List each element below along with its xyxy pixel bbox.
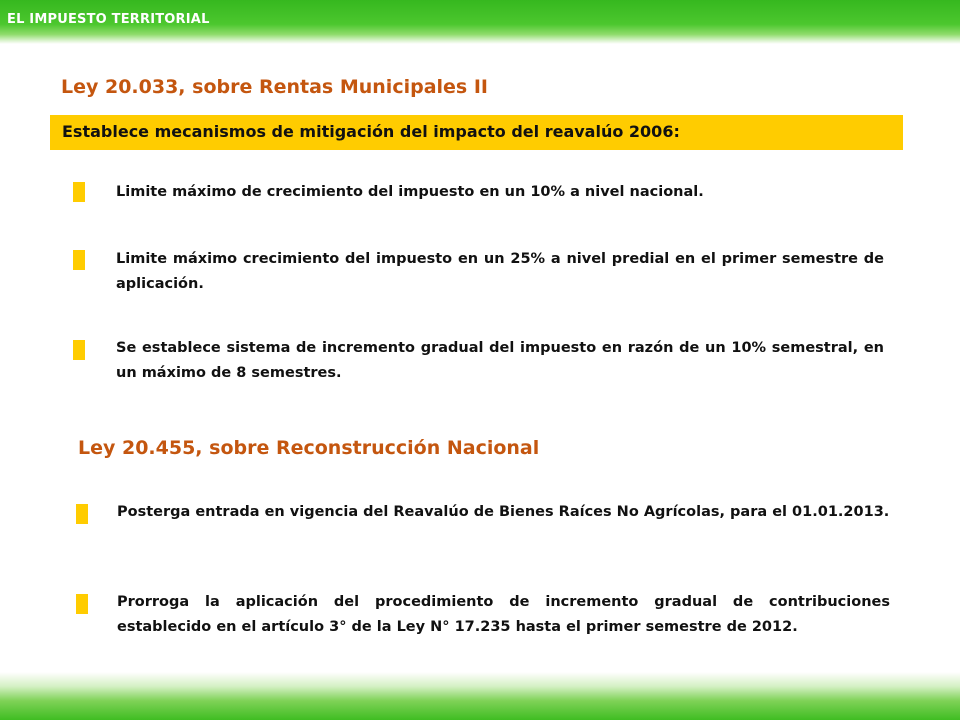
bullet-marker bbox=[73, 250, 85, 270]
bullet-text: Prorroga la aplicación del procedimiento de incremento gradual de contribuciones establecido en el artículo 3° de la Ley N° 17.235 hasta el primer semestre de 2012. bbox=[117, 594, 890, 635]
bullet-marker bbox=[76, 594, 88, 614]
bullet-marker bbox=[76, 504, 88, 524]
bullet-marker bbox=[73, 340, 85, 360]
bullet-text: Se establece sistema de incremento gradual del impuesto en razón de un 10% semestral, en un máximo de 8 semestres. bbox=[116, 340, 884, 381]
section-subtitle-bar: Establece mecanismos de mitigación del impacto del reavalúo 2006: bbox=[50, 115, 903, 150]
footer-band bbox=[0, 672, 960, 720]
section-title-ley-20033: Ley 20.033, sobre Rentas Municipales II bbox=[61, 76, 488, 98]
section-title-ley-20455: Ley 20.455, sobre Reconstrucción Nacional bbox=[78, 437, 540, 459]
bullet-text: Limite máximo de crecimiento del impuesto en un 10% a nivel nacional. bbox=[116, 184, 704, 200]
bullet-marker bbox=[73, 182, 85, 202]
slide-header-label: EL IMPUESTO TERRITORIAL bbox=[7, 12, 210, 27]
bullet-text: Limite máximo crecimiento del impuesto en un 25% a nivel predial en el primer semestre de aplicación. bbox=[116, 251, 884, 292]
bullet-text: Posterga entrada en vigencia del Reavalúo de Bienes Raíces No Agrícolas, para el 01.01.2013. bbox=[117, 504, 890, 520]
